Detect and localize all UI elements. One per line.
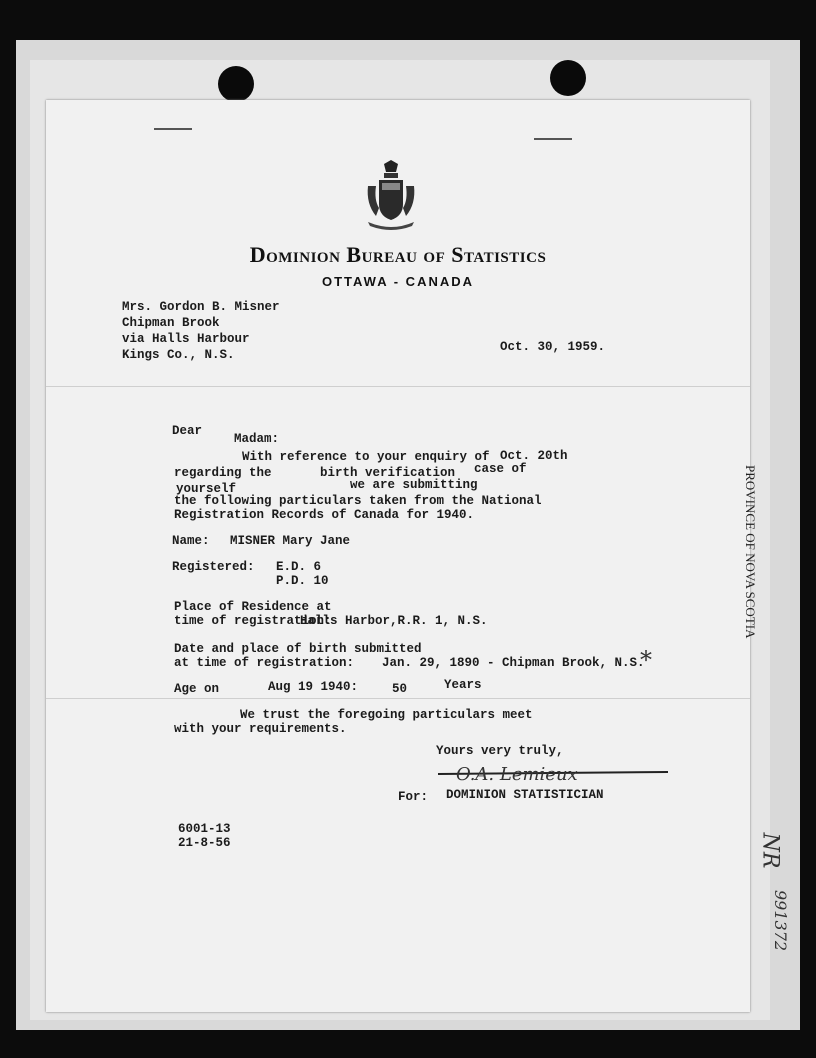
- punch-hole: [218, 66, 254, 102]
- age-unit: Years: [444, 678, 482, 692]
- subject: birth verification: [320, 466, 456, 480]
- province-label: PROVINCE OF NOVA SCOTIA: [743, 465, 758, 639]
- closing-line: We trust the foregoing particulars meet: [240, 708, 533, 722]
- recipient-line: via Halls Harbour: [122, 332, 250, 346]
- reference-number: 6001-13: [178, 822, 231, 836]
- body-line: the following particulars taken from the National: [174, 494, 542, 508]
- signatory: DOMINION STATISTICIAN: [446, 788, 604, 802]
- signature: O.A. Lemieux: [456, 764, 578, 785]
- birth-label: Date and place of birth submitted: [174, 642, 422, 656]
- fold-line: [46, 698, 750, 699]
- organization-location: OTTAWA - CANADA: [321, 274, 475, 289]
- punch-hole: [550, 60, 586, 96]
- body-line: With reference to your enquiry of: [242, 450, 490, 464]
- ed-value: E.D. 6: [276, 560, 322, 574]
- person: yourself: [176, 482, 237, 496]
- staple-mark: [534, 138, 572, 140]
- organization-name: Dominion Bureau of Statistics: [249, 242, 547, 267]
- pd-value: P.D. 10: [276, 574, 329, 588]
- fold-line: [46, 386, 750, 387]
- residence-label: time of registration:: [174, 614, 332, 628]
- reference-number: 21-8-56: [178, 836, 231, 850]
- letter-date: Oct. 30, 1959.: [500, 340, 606, 354]
- staple-mark: [154, 128, 192, 130]
- birth-label: at time of registration:: [174, 656, 355, 670]
- body-line: regarding the: [174, 466, 272, 480]
- for-label: For:: [398, 790, 429, 804]
- handwritten-initials: NR: [757, 832, 783, 869]
- residence-label: Place of Residence at: [174, 600, 332, 614]
- valediction: Yours very truly,: [436, 744, 564, 758]
- body-line: Registration Records of Canada for 1940.: [174, 508, 475, 522]
- handwritten-number: 991372: [771, 890, 790, 952]
- name-label: Name:: [172, 534, 210, 548]
- letter: [46, 100, 750, 1012]
- birth-value: Jan. 29, 1890 - Chipman Brook, N.S.: [382, 656, 645, 670]
- enquiry-date: Oct. 20th: [500, 449, 568, 463]
- recipient-line: Chipman Brook: [122, 316, 220, 330]
- name-value: MISNER Mary Jane: [230, 534, 351, 548]
- salutation-title: Madam:: [234, 432, 280, 446]
- salutation-dear: Dear: [172, 424, 203, 438]
- recipient-line: Kings Co., N.S.: [122, 348, 235, 362]
- age-value: 50: [392, 682, 408, 696]
- age-label: Age on: [174, 682, 220, 696]
- closing-line: with your requirements.: [174, 722, 347, 736]
- coat-of-arms-icon: [364, 160, 418, 232]
- body-line: we are submitting: [350, 478, 478, 492]
- registered-label: Registered:: [172, 560, 255, 574]
- age-date: Aug 19 1940:: [268, 680, 359, 694]
- body-line: case of: [474, 462, 527, 476]
- handwritten-mark: *: [640, 646, 652, 674]
- residence-value: Halls Harbor,R.R. 1, N.S.: [300, 614, 488, 628]
- recipient-line: Mrs. Gordon B. Misner: [122, 300, 280, 314]
